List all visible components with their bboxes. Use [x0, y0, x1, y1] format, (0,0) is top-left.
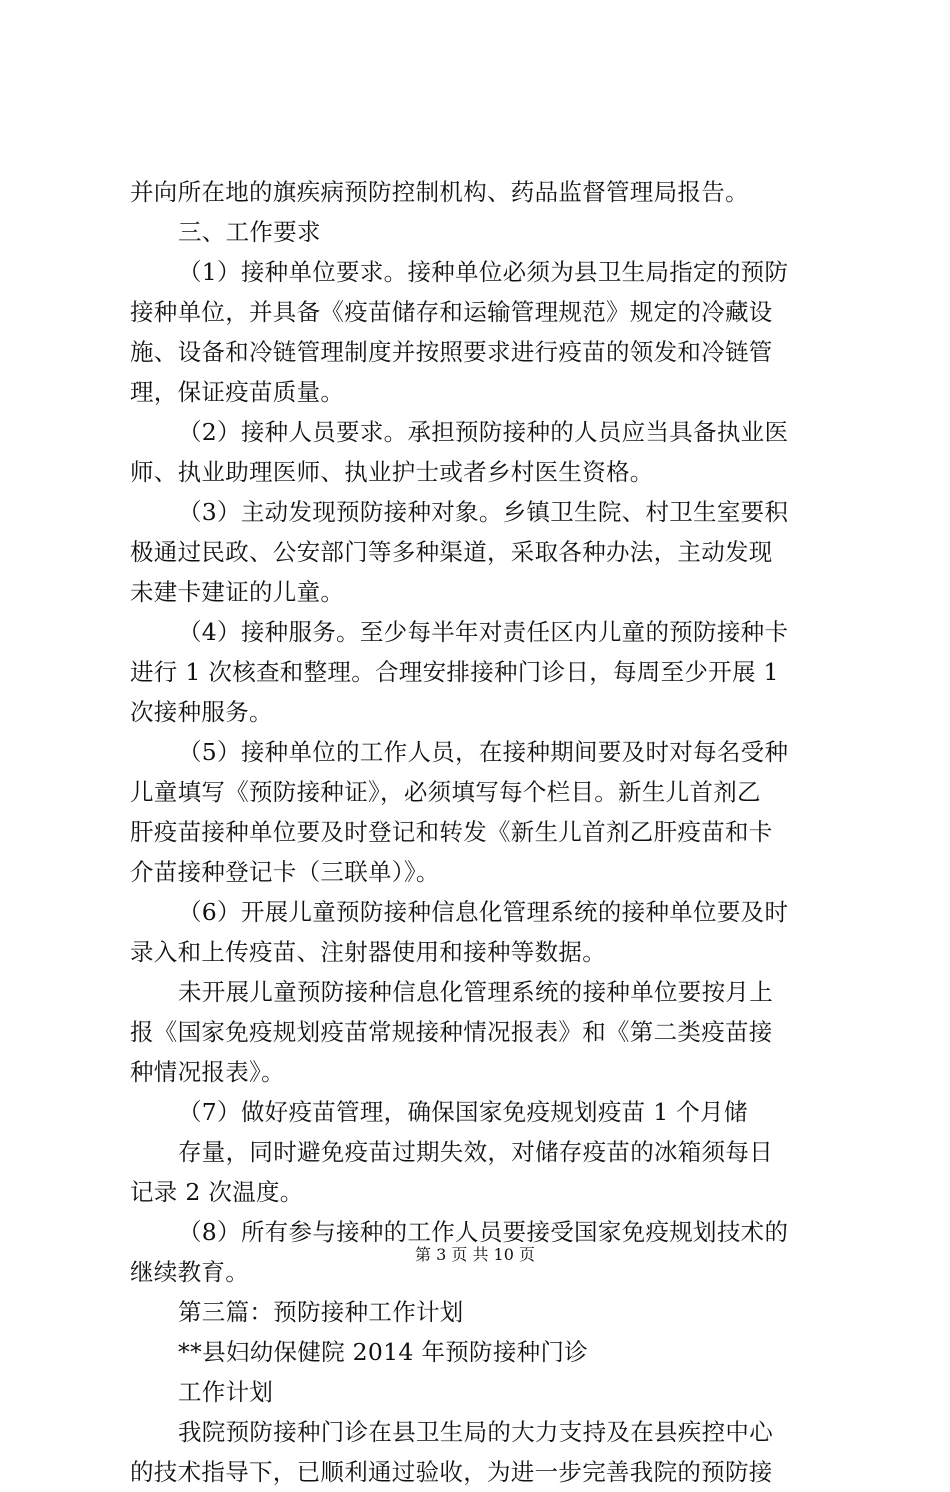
text-line: （2）接种人员要求。承担预防接种的人员应当具备执业医 — [178, 418, 789, 446]
text-line: 记录 2 次温度。 — [130, 1178, 304, 1206]
text-line: 录入和上传疫苗、注射器使用和接种等数据。 — [130, 938, 606, 966]
text-line: 肝疫苗接种单位要及时登记和转发《新生儿首剂乙肝疫苗和卡 — [130, 818, 773, 846]
text-line: 并向所在地的旗疾病预防控制机构、药品监督管理局报告。 — [130, 178, 749, 206]
text-line: 继续教育。 — [130, 1258, 249, 1286]
text-line: 理，保证疫苗质量。 — [130, 378, 345, 406]
text-line: 介苗接种登记卡（三联单）》。 — [130, 858, 440, 886]
text-line: 三、工作要求 — [178, 218, 321, 246]
page-footer — [0, 1244, 950, 1266]
text-line: 存量，同时避免疫苗过期失效，对储存疫苗的冰箱须每日 — [178, 1138, 773, 1166]
text-line: 未建卡建证的儿童。 — [130, 578, 345, 606]
text-line: （1）接种单位要求。接种单位必须为县卫生局指定的预防 — [178, 258, 789, 286]
text-line: 施、设备和冷链管理制度并按照要求进行疫苗的领发和冷链管 — [130, 338, 773, 366]
text-line: 进行 1 次核查和整理。合理安排接种门诊日，每周至少开展 1 — [130, 658, 779, 686]
text-line: （6）开展儿童预防接种信息化管理系统的接种单位要及时 — [178, 898, 789, 926]
text-line: 的技术指导下，已顺利通过验收，为进一步完善我院的预防接 — [130, 1458, 773, 1486]
text-line: 我院预防接种门诊在县卫生局的大力支持及在县疾控中心 — [178, 1418, 773, 1446]
text-line: 次接种服务。 — [130, 698, 273, 726]
text-line: 儿童填写《预防接种证》，必须填写每个栏目。新生儿首剂乙 — [130, 778, 761, 806]
text-line: （7）做好疫苗管理，确保国家免疫规划疫苗 1 个月储 — [178, 1098, 748, 1126]
page-number-indicator: 第 3 页 共 10 页 — [415, 1245, 535, 1264]
text-line: 种情况报表》。 — [130, 1058, 285, 1086]
text-line: （4）接种服务。至少每半年对责任区内儿童的预防接种卡 — [178, 618, 789, 646]
text-line: **县妇幼保健院 2014 年预防接种门诊 — [178, 1338, 589, 1366]
text-line: （5）接种单位的工作人员，在接种期间要及时对每名受种 — [178, 738, 789, 766]
text-line: （8）所有参与接种的工作人员要接受国家免疫规划技术的 — [178, 1218, 789, 1246]
text-line: （3）主动发现预防接种对象。乡镇卫生院、村卫生室要积 — [178, 498, 789, 526]
text-line: 师、执业助理医师、执业护士或者乡村医生资格。 — [130, 458, 654, 486]
text-line: 报《国家免疫规划疫苗常规接种情况报表》和《第二类疫苗接 — [130, 1018, 773, 1046]
text-line: 未开展儿童预防接种信息化管理系统的接种单位要按月上 — [178, 978, 773, 1006]
text-line: 极通过民政、公安部门等多种渠道，采取各种办法，主动发现 — [130, 538, 773, 566]
text-line: 工作计划 — [178, 1378, 274, 1406]
text-line: 第三篇：预防接种工作计划 — [178, 1298, 464, 1326]
text-line: 接种单位，并具备《疫苗储存和运输管理规范》规定的冷藏设 — [130, 298, 773, 326]
document-body — [130, 172, 832, 1492]
